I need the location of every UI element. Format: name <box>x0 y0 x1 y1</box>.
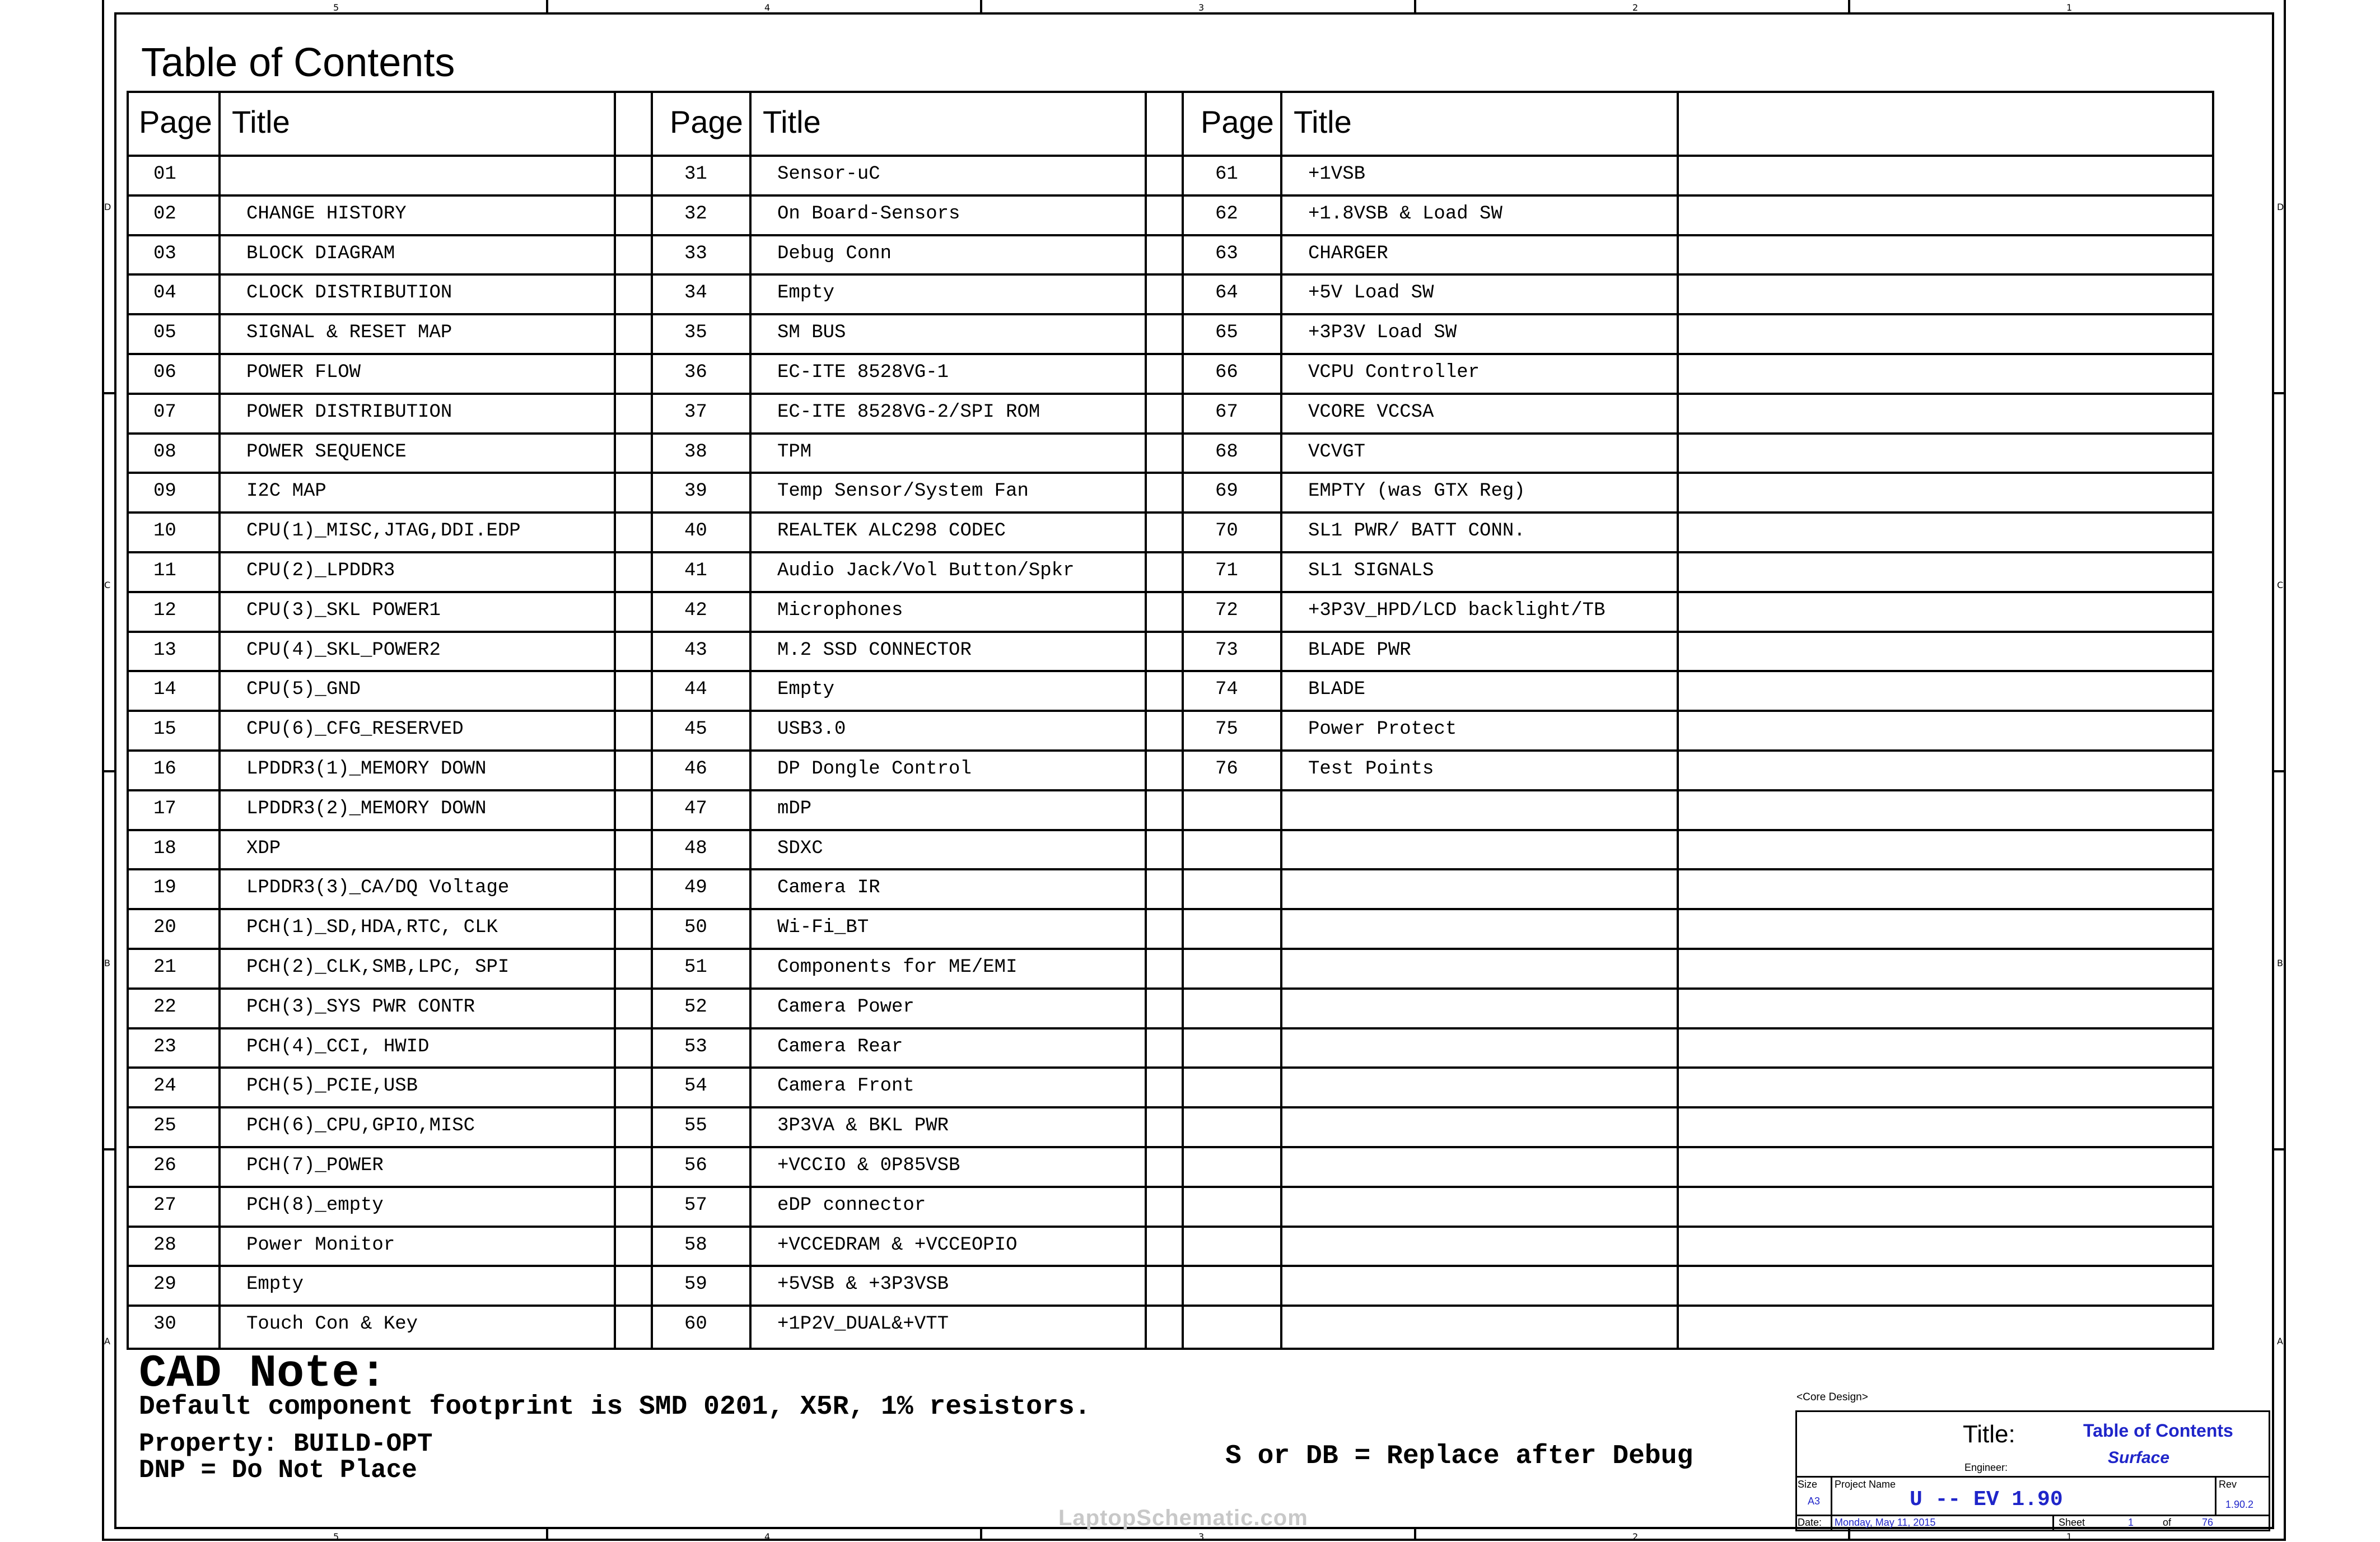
zone-tick <box>2274 1148 2286 1150</box>
toc-page-title: CLOCK DISTRIBUTION <box>246 282 452 304</box>
toc-page-title: M.2 SSD CONNECTOR <box>777 640 972 661</box>
project-value: U -- EV 1.90 <box>1910 1488 2063 1512</box>
zone-tick <box>546 0 548 12</box>
toc-page-title: eDP connector <box>777 1195 926 1216</box>
header-title-2: Title <box>763 104 821 139</box>
table-row-divider <box>127 1027 2214 1029</box>
toc-page-number: 64 <box>1215 282 1238 304</box>
toc-page-number: 14 <box>153 679 176 700</box>
zone-column-label: 4 <box>764 1531 771 1542</box>
toc-page-title: 3P3VA & BKL PWR <box>777 1115 949 1136</box>
toc-page-title: On Board-Sensors <box>777 203 960 225</box>
toc-page-number: 24 <box>153 1075 176 1097</box>
watermark: LaptopSchematic.com <box>1058 1506 1308 1530</box>
toc-page-title: Empty <box>777 282 835 304</box>
toc-page-number: 72 <box>1215 600 1238 621</box>
company-label: <Core Design> <box>1796 1391 1868 1403</box>
toc-page-title: VCORE VCCSA <box>1308 402 1434 423</box>
toc-page-title: +1.8VSB & Load SW <box>1308 203 1502 225</box>
header-title-3: Title <box>1294 104 1352 139</box>
cad-note-footprint: Default component footprint is SMD 0201, X5R, 1% resistors. <box>139 1392 1091 1422</box>
toc-page-title: PCH(1)_SD,HDA,RTC, CLK <box>246 917 498 938</box>
toc-page-number: 57 <box>684 1195 707 1216</box>
table-row-divider <box>127 1186 2214 1188</box>
toc-page-title: USB3.0 <box>777 719 846 740</box>
table-row-divider <box>127 1305 2214 1307</box>
sheet-value: 1 <box>2128 1517 2134 1528</box>
date-label: Date: <box>1798 1517 1822 1528</box>
toc-page-number: 17 <box>153 798 176 819</box>
toc-page-title: CPU(2)_LPDDR3 <box>246 560 395 581</box>
toc-page-title: CHARGER <box>1308 243 1388 264</box>
zone-tick <box>1414 0 1416 12</box>
toc-page-title: SL1 PWR/ BATT CONN. <box>1308 520 1525 542</box>
toc-page-title: CPU(6)_CFG_RESERVED <box>246 719 464 740</box>
toc-page-title: Camera IR <box>777 877 880 898</box>
toc-page-title: EC-ITE 8528VG-1 <box>777 362 949 383</box>
zone-row-label: B <box>2277 958 2283 968</box>
toc-page-title: PCH(8)_empty <box>246 1195 384 1216</box>
toc-page-number: 41 <box>684 560 707 581</box>
zone-row-label: C <box>2277 580 2284 590</box>
toc-page-title: +VCCEDRAM & +VCCEOPIO <box>777 1234 1018 1256</box>
table-row-divider <box>127 511 2214 514</box>
engineer-value: Surface <box>2108 1448 2170 1467</box>
toc-page-number: 66 <box>1215 362 1238 383</box>
table-column-divider <box>1145 91 1147 1350</box>
table-row-divider <box>127 868 2214 870</box>
toc-page-title: LPDDR3(1)_MEMORY DOWN <box>246 758 487 780</box>
toc-page-number: 23 <box>153 1036 176 1057</box>
zone-row-label: A <box>104 1336 110 1347</box>
zone-column-label: 1 <box>2066 1531 2073 1542</box>
toc-page-number: 45 <box>684 719 707 740</box>
table-row-divider <box>127 987 2214 990</box>
zone-row-label: D <box>2277 202 2284 212</box>
toc-page-title: +1VSB <box>1308 164 1366 185</box>
toc-page-title: TPM <box>777 441 812 463</box>
toc-page-title: LPDDR3(3)_CA/DQ Voltage <box>246 877 510 898</box>
toc-page-number: 50 <box>684 917 707 938</box>
zone-tick <box>102 392 114 394</box>
toc-page-title: +VCCIO & 0P85VSB <box>777 1155 960 1176</box>
toc-page-title: SDXC <box>777 838 823 859</box>
table-row-divider <box>127 591 2214 593</box>
toc-page-title: mDP <box>777 798 812 819</box>
table-row-divider <box>127 908 2214 910</box>
toc-page-number: 48 <box>684 838 707 859</box>
table-row-divider <box>127 1226 2214 1228</box>
toc-page-title: PCH(6)_CPU,GPIO,MISC <box>246 1115 475 1136</box>
toc-page-number: 06 <box>153 362 176 383</box>
sheet-label: Sheet <box>2059 1517 2085 1528</box>
toc-page-number: 15 <box>153 719 176 740</box>
toc-page-title: POWER FLOW <box>246 362 361 383</box>
toc-page-title: POWER DISTRIBUTION <box>246 402 452 423</box>
toc-page-title: BLADE <box>1308 679 1366 700</box>
header-page-2: Page <box>670 104 743 139</box>
table-row-divider <box>127 432 2214 435</box>
table-row-divider <box>127 1265 2214 1267</box>
cad-note-property: Property: BUILD-OPT <box>139 1429 433 1459</box>
zone-column-label: 3 <box>1198 1531 1205 1542</box>
toc-page-title: XDP <box>246 838 281 859</box>
title-label: Title: <box>1963 1420 2015 1448</box>
toc-page-number: 40 <box>684 520 707 542</box>
toc-page-number: 08 <box>153 441 176 463</box>
zone-tick <box>980 1529 982 1540</box>
toc-page-number: 58 <box>684 1234 707 1256</box>
toc-page-title: I2C MAP <box>246 481 326 502</box>
toc-page-title: +3P3V_HPD/LCD backlight/TB <box>1308 600 1606 621</box>
toc-page-number: 12 <box>153 600 176 621</box>
sheet-total: 76 <box>2202 1517 2214 1528</box>
table-row-divider <box>127 155 2214 157</box>
toc-page-title: BLOCK DIAGRAM <box>246 243 395 264</box>
zone-column-label: 4 <box>764 2 771 13</box>
toc-page-number: 30 <box>153 1313 176 1335</box>
toc-page-title: VCPU Controller <box>1308 362 1480 383</box>
zone-column-label: 2 <box>1632 1531 1639 1542</box>
table-row-divider <box>127 789 2214 791</box>
table-row-divider <box>127 551 2214 553</box>
cad-note-title: CAD Note: <box>139 1348 387 1400</box>
zone-row-label: D <box>104 202 111 212</box>
table-column-divider <box>1677 91 1679 1350</box>
toc-page-title: Audio Jack/Vol Button/Spkr <box>777 560 1075 581</box>
table-row-divider <box>127 313 2214 315</box>
toc-page-number: 69 <box>1215 481 1238 502</box>
toc-page-number: 63 <box>1215 243 1238 264</box>
header-page-1: Page <box>139 104 212 139</box>
toc-page-number: 70 <box>1215 520 1238 542</box>
toc-page-number: 61 <box>1215 164 1238 185</box>
size-label: Size <box>1798 1479 1818 1490</box>
toc-table <box>127 91 2214 1350</box>
toc-page-number: 26 <box>153 1155 176 1176</box>
of-label: of <box>2163 1517 2172 1528</box>
engineer-label: Engineer: <box>1964 1462 2008 1473</box>
toc-page-title: Touch Con & Key <box>246 1313 418 1335</box>
toc-page-number: 68 <box>1215 441 1238 463</box>
toc-page-number: 54 <box>684 1075 707 1097</box>
date-value: Monday, May 11, 2015 <box>1835 1517 1936 1528</box>
table-column-divider <box>1182 91 1184 1350</box>
table-row-divider <box>127 353 2214 355</box>
toc-page-number: 20 <box>153 917 176 938</box>
toc-page-number: 46 <box>684 758 707 780</box>
toc-page-title: Sensor-uC <box>777 164 880 185</box>
toc-page-number: 71 <box>1215 560 1238 581</box>
rev-value: 1.90.2 <box>2225 1499 2254 1510</box>
cad-note-debug: S or DB = Replace after Debug <box>1225 1441 1693 1471</box>
toc-page-number: 60 <box>684 1313 707 1335</box>
toc-page-title: SM BUS <box>777 322 846 343</box>
toc-page-number: 76 <box>1215 758 1238 780</box>
page-title: Table of Contents <box>141 40 455 85</box>
toc-page-number: 19 <box>153 877 176 898</box>
toc-page-title: SIGNAL & RESET MAP <box>246 322 452 343</box>
toc-page-number: 34 <box>684 282 707 304</box>
zone-tick <box>102 1148 114 1150</box>
table-column-divider <box>1280 91 1282 1350</box>
toc-page-title: PCH(4)_CCI, HWID <box>246 1036 430 1057</box>
toc-page-number: 29 <box>153 1274 176 1295</box>
toc-page-title: DP Dongle Control <box>777 758 972 780</box>
toc-page-number: 18 <box>153 838 176 859</box>
toc-page-number: 75 <box>1215 719 1238 740</box>
toc-page-number: 51 <box>684 957 707 978</box>
toc-page-title: Power Monitor <box>246 1234 395 1256</box>
toc-page-number: 56 <box>684 1155 707 1176</box>
toc-page-number: 47 <box>684 798 707 819</box>
toc-page-number: 31 <box>684 164 707 185</box>
table-row-divider <box>127 393 2214 395</box>
toc-page-number: 36 <box>684 362 707 383</box>
toc-page-title: CPU(1)_MISC,JTAG,DDI.EDP <box>246 520 521 542</box>
toc-page-number: 09 <box>153 481 176 502</box>
toc-page-number: 02 <box>153 203 176 225</box>
zone-row-label: B <box>104 958 110 968</box>
toc-page-title: POWER SEQUENCE <box>246 441 407 463</box>
table-row-divider <box>127 472 2214 474</box>
toc-page-title: Camera Power <box>777 996 914 1018</box>
toc-page-title: CHANGE HISTORY <box>246 203 407 225</box>
toc-page-title: PCH(5)_PCIE,USB <box>246 1075 418 1097</box>
toc-page-title: PCH(3)_SYS PWR CONTR <box>246 996 475 1018</box>
size-value: A3 <box>1808 1496 1821 1507</box>
toc-page-number: 67 <box>1215 402 1238 423</box>
toc-page-number: 65 <box>1215 322 1238 343</box>
toc-page-number: 53 <box>684 1036 707 1057</box>
toc-page-title: Camera Front <box>777 1075 914 1097</box>
toc-page-number: 28 <box>153 1234 176 1256</box>
toc-page-number: 32 <box>684 203 707 225</box>
zone-tick <box>102 770 114 772</box>
toc-page-title: Empty <box>777 679 835 700</box>
toc-page-number: 22 <box>153 996 176 1018</box>
toc-page-number: 05 <box>153 322 176 343</box>
table-column-divider <box>749 91 752 1350</box>
toc-page-title: Test Points <box>1308 758 1434 780</box>
zone-column-label: 1 <box>2066 2 2073 13</box>
table-row-divider <box>127 234 2214 236</box>
toc-page-number: 03 <box>153 243 176 264</box>
toc-page-number: 07 <box>153 402 176 423</box>
toc-page-title: CPU(3)_SKL POWER1 <box>246 600 441 621</box>
table-row-divider <box>127 749 2214 752</box>
toc-page-title: SL1 SIGNALS <box>1308 560 1434 581</box>
zone-tick <box>1414 1529 1416 1540</box>
toc-page-number: 35 <box>684 322 707 343</box>
toc-page-title: PCH(7)_POWER <box>246 1155 384 1176</box>
toc-page-number: 74 <box>1215 679 1238 700</box>
toc-page-title: EC-ITE 8528VG-2/SPI ROM <box>777 402 1040 423</box>
project-label: Project Name <box>1835 1479 1896 1490</box>
toc-page-title: +5VSB & +3P3VSB <box>777 1274 949 1295</box>
zone-tick <box>980 0 982 12</box>
toc-page-number: 52 <box>684 996 707 1018</box>
toc-page-number: 42 <box>684 600 707 621</box>
table-row-divider <box>127 273 2214 276</box>
toc-page-title: +1P2V_DUAL&+VTT <box>777 1313 949 1335</box>
zone-tick <box>2274 392 2286 394</box>
toc-page-title: REALTEK ALC298 CODEC <box>777 520 1006 542</box>
toc-page-title: Wi-Fi_BT <box>777 917 869 938</box>
cad-note-dnp: DNP = Do Not Place <box>139 1456 417 1485</box>
table-row-divider <box>127 670 2214 672</box>
toc-page-title: +5V Load SW <box>1308 282 1434 304</box>
toc-page-number: 01 <box>153 164 176 185</box>
table-column-divider <box>218 91 221 1350</box>
toc-page-number: 62 <box>1215 203 1238 225</box>
header-title-1: Title <box>232 104 290 139</box>
zone-tick <box>546 1529 548 1540</box>
toc-page-title: VCVGT <box>1308 441 1366 463</box>
zone-tick <box>2274 770 2286 772</box>
toc-page-number: 38 <box>684 441 707 463</box>
toc-page-title: PCH(2)_CLK,SMB,LPC, SPI <box>246 957 510 978</box>
toc-page-title: EMPTY (was GTX Reg) <box>1308 481 1525 502</box>
toc-page-number: 37 <box>684 402 707 423</box>
table-row-divider <box>127 948 2214 950</box>
zone-row-label: A <box>2277 1336 2283 1347</box>
table-column-divider <box>614 91 616 1350</box>
zone-column-label: 5 <box>333 2 339 13</box>
toc-page-title: LPDDR3(2)_MEMORY DOWN <box>246 798 487 819</box>
toc-page-title: CPU(4)_SKL_POWER2 <box>246 640 441 661</box>
table-row-divider <box>127 631 2214 633</box>
toc-page-number: 59 <box>684 1274 707 1295</box>
toc-page-number: 49 <box>684 877 707 898</box>
toc-page-title: Camera Rear <box>777 1036 903 1057</box>
zone-column-label: 5 <box>333 1531 339 1542</box>
toc-page-number: 04 <box>153 282 176 304</box>
toc-page-number: 21 <box>153 957 176 978</box>
toc-page-number: 27 <box>153 1195 176 1216</box>
toc-page-number: 16 <box>153 758 176 780</box>
toc-page-number: 33 <box>684 243 707 264</box>
zone-row-label: C <box>104 580 111 590</box>
toc-page-number: 73 <box>1215 640 1238 661</box>
toc-page-number: 44 <box>684 679 707 700</box>
toc-page-title: CPU(5)_GND <box>246 679 361 700</box>
toc-page-number: 11 <box>153 560 176 581</box>
toc-page-number: 25 <box>153 1115 176 1136</box>
table-row-divider <box>127 1106 2214 1108</box>
table-row-divider <box>127 1146 2214 1148</box>
table-row-divider <box>127 1066 2214 1069</box>
toc-page-number: 55 <box>684 1115 707 1136</box>
toc-page-number: 10 <box>153 520 176 542</box>
toc-page-title: Microphones <box>777 600 903 621</box>
zone-column-label: 3 <box>1198 2 1205 13</box>
toc-page-title: Empty <box>246 1274 304 1295</box>
toc-page-title: Power Protect <box>1308 719 1457 740</box>
table-row-divider <box>127 194 2214 197</box>
header-page-3: Page <box>1201 104 1274 139</box>
toc-page-title: Components for ME/EMI <box>777 957 1018 978</box>
table-row-divider <box>127 829 2214 831</box>
zone-tick <box>1848 0 1850 12</box>
toc-page-number: 13 <box>153 640 176 661</box>
zone-column-label: 2 <box>1632 2 1639 13</box>
toc-page-number: 43 <box>684 640 707 661</box>
sheet-divider <box>2052 1515 2054 1531</box>
toc-page-title: Debug Conn <box>777 243 892 264</box>
table-column-divider <box>651 91 653 1350</box>
toc-page-title: Temp Sensor/System Fan <box>777 481 1029 502</box>
toc-page-title: +3P3V Load SW <box>1308 322 1457 343</box>
rev-label: Rev <box>2219 1479 2237 1490</box>
title-value: Table of Contents <box>2083 1420 2233 1441</box>
toc-page-number: 39 <box>684 481 707 502</box>
toc-page-title: BLADE PWR <box>1308 640 1411 661</box>
table-row-divider <box>127 710 2214 712</box>
